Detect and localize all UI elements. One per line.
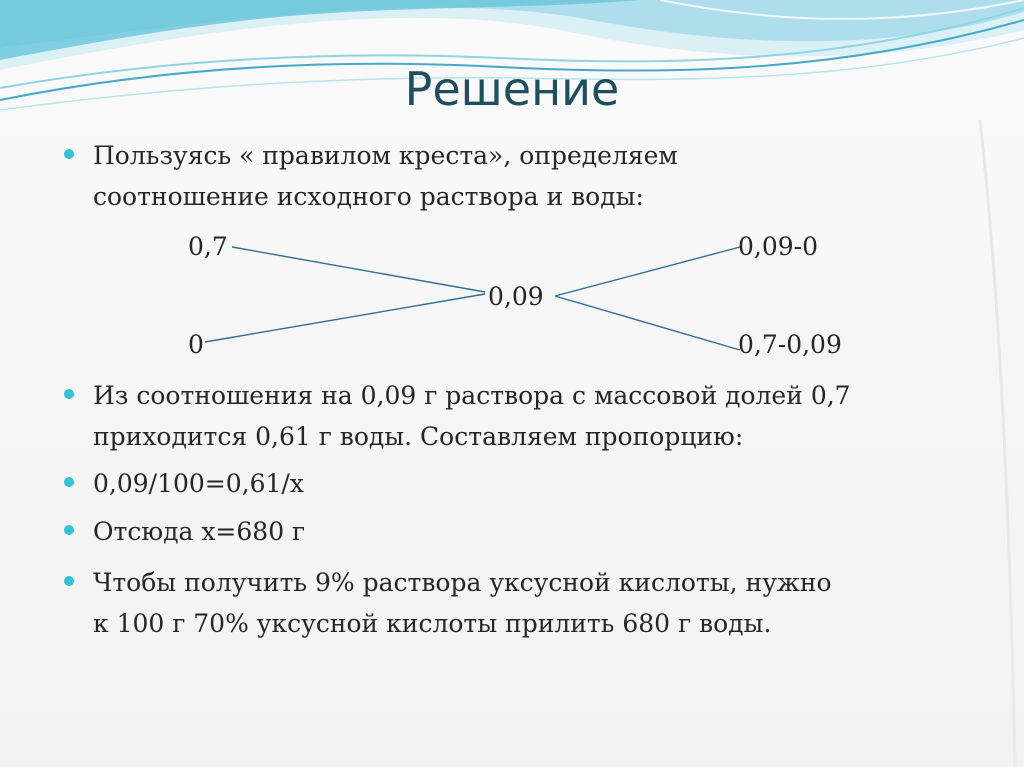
cross-line [555, 296, 740, 350]
bullet-3-line-1: 0,09/100=0,61/х [93, 469, 304, 498]
bullet-dot [64, 389, 74, 399]
bullet-dot [64, 525, 74, 535]
cross-top-right: 0,09-0 [738, 232, 819, 261]
bullet-5-line-2: к 100 г 70% уксусной кислоты прилить 680 г воды. [93, 609, 772, 638]
bullet-2-text [93, 375, 851, 457]
cross-bottom-left: 0 [188, 330, 204, 359]
bullet-2-line-2: приходится 0,61 г воды. Составляем пропорцию: [93, 422, 744, 451]
bullet-4-line-1: Отсюда х=680 г [93, 517, 306, 546]
cross-bottom-right: 0,7-0,09 [738, 330, 842, 359]
bullet-4-text [93, 511, 305, 552]
cross-line [205, 294, 485, 342]
bullet-dot [64, 477, 74, 487]
slide-title: Решение [404, 62, 620, 116]
cross-line [555, 247, 740, 296]
bullet-dot [64, 576, 74, 586]
bullet-1-line-2: соотношение исходного раствора и воды: [93, 182, 644, 211]
cross-line [232, 247, 485, 292]
bullet-2-line-1: Из соотношения на 0,09 г раствора с массовой долей 0,7 [93, 381, 851, 410]
bullet-5-line-1: Чтобы получить 9% раствора уксусной кислоты, нужно [93, 568, 832, 597]
bullet-5-text [93, 562, 832, 644]
cross-center: 0,09 [488, 282, 544, 311]
cross-top-left: 0,7 [188, 232, 228, 261]
bullet-1-line-1: Пользуясь « правилом креста», определяем [93, 141, 678, 170]
bullet-3-text [93, 463, 304, 504]
